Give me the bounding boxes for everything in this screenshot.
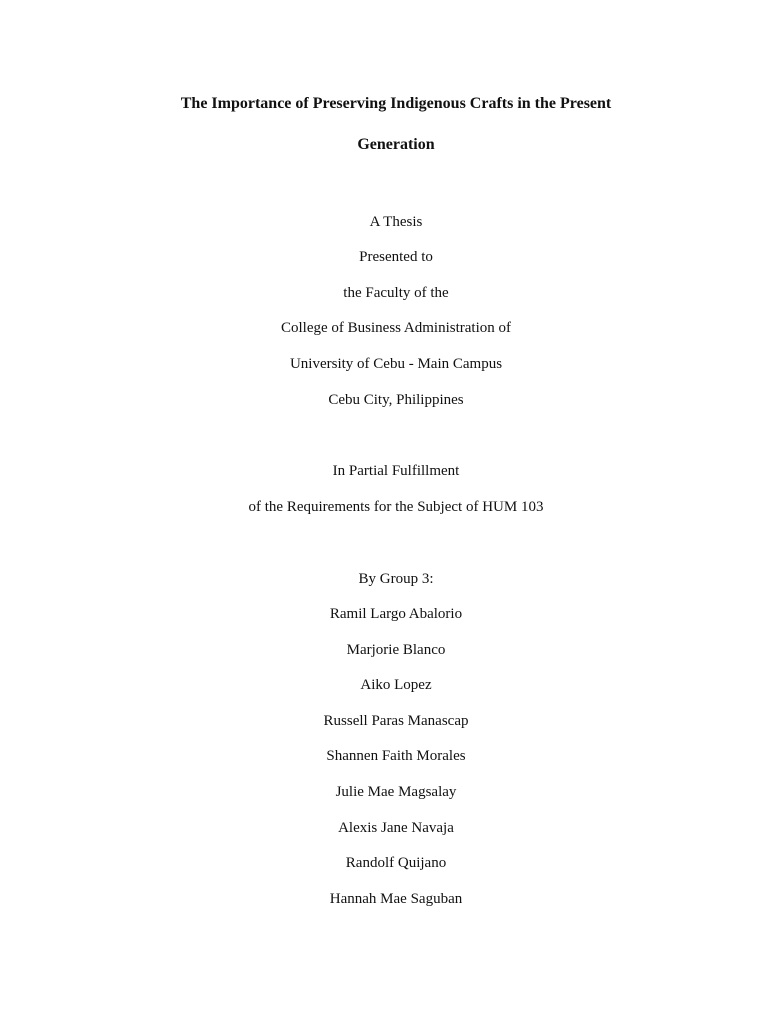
group-member: Ramil Largo Abalorio: [329, 606, 463, 622]
group-member: Aiko Lopez: [360, 677, 432, 693]
presentation-line: Presented to: [359, 249, 433, 265]
presentation-line: A Thesis: [369, 214, 423, 230]
thesis-title-line-1: The Importance of Preserving Indigenous Crafts in the Present: [180, 95, 612, 112]
presentation-line: College of Business Administration of: [281, 320, 511, 336]
presentation-line: Cebu City, Philippines: [328, 392, 464, 408]
presentation-line: University of Cebu - Main Campus: [289, 356, 503, 372]
thesis-title-line-2: Generation: [357, 136, 435, 153]
group-member: Randolf Quijano: [345, 855, 447, 871]
group-member: Hannah Mae Saguban: [329, 891, 463, 907]
fulfillment-line: of the Requirements for the Subject of HUM 103: [248, 499, 544, 515]
group-label: By Group 3:: [358, 571, 434, 587]
presentation-line: the Faculty of the: [343, 285, 449, 301]
group-member: Shannen Faith Morales: [326, 748, 466, 764]
group-member: Marjorie Blanco: [346, 642, 446, 658]
fulfillment-line: In Partial Fulfillment: [332, 463, 460, 479]
group-member: Russell Paras Manascap: [323, 713, 469, 729]
group-member: Julie Mae Magsalay: [335, 784, 457, 800]
group-member: Alexis Jane Navaja: [338, 820, 454, 836]
